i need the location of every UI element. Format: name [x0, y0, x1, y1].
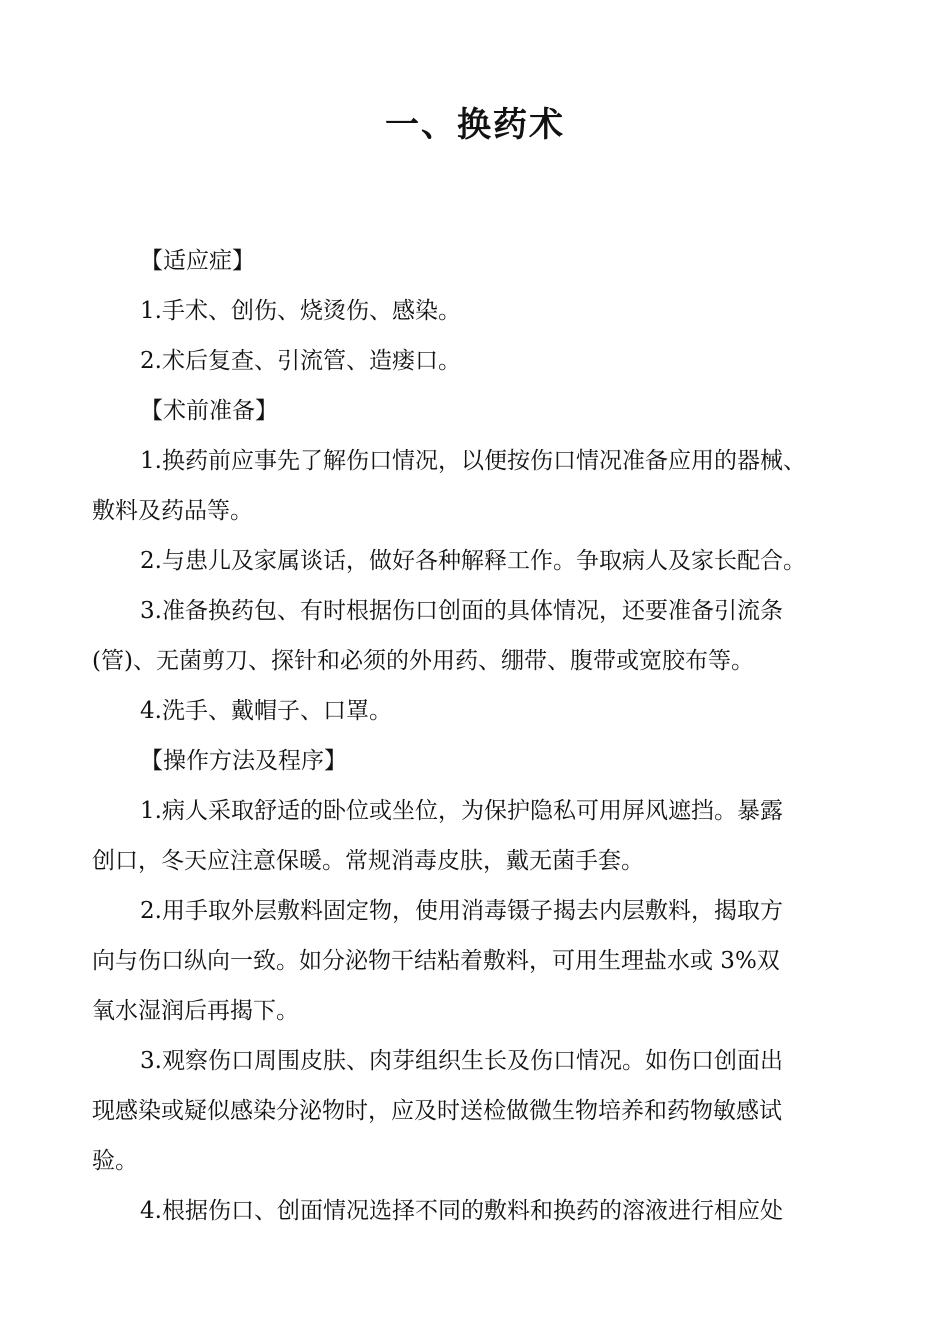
preparation-item-line: 4.洗手、戴帽子、口罩。 [140, 698, 392, 724]
preparation-item-line: (管)、无菌剪刀、探针和必须的外用药、绷带、腹带或宽胶布等。 [92, 648, 754, 674]
preparation-item-line: 1.换药前应事先了解伤口情况，以便按伤口情况准备应用的器械、 [140, 448, 806, 474]
procedure-item-line: 向与伤口纵向一致。如分泌物干结粘着敷料，可用生理盐水或 3%双 [92, 948, 780, 974]
preparation-item-line: 3.准备换药包、有时根据伤口创面的具体情况，还要准备引流条 [140, 598, 783, 624]
procedure-item-line: 1.病人采取舒适的卧位或坐位，为保护隐私可用屏风遮挡。暴露 [140, 798, 783, 824]
preparation-item-line: 2.与患儿及家属谈话，做好各种解释工作。争取病人及家长配合。 [140, 548, 806, 574]
procedure-item-line: 4.根据伤口、创面情况选择不同的敷料和换药的溶液进行相应处 [140, 1198, 783, 1224]
indication-item: 2.术后复查、引流管、造瘘口。 [140, 348, 461, 374]
page-title: 一、换药术 [385, 105, 565, 145]
procedure-item-line: 验。 [92, 1148, 138, 1174]
section-heading-preparation: 【术前准备】 [140, 398, 278, 424]
procedure-item-line: 2.用手取外层敷料固定物，使用消毒镊子揭去内层敷料，揭取方 [140, 898, 783, 924]
preparation-item-line: 敷料及药品等。 [92, 498, 253, 524]
procedure-item-line: 现感染或疑似感染分泌物时，应及时送检做微生物培养和药物敏感试 [92, 1098, 782, 1124]
section-heading-procedure: 【操作方法及程序】 [140, 748, 347, 774]
section-heading-indications: 【适应症】 [140, 248, 255, 274]
procedure-item-line: 3.观察伤口周围皮肤、肉芽组织生长及伤口情况。如伤口创面出 [140, 1048, 783, 1074]
indication-item: 1.手术、创伤、烧烫伤、感染。 [140, 298, 461, 324]
procedure-item-line: 创口，冬天应注意保暖。常规消毒皮肤，戴无菌手套。 [92, 848, 644, 874]
document-body [92, 236, 867, 1236]
procedure-item-line: 氧水湿润后再揭下。 [92, 998, 299, 1024]
